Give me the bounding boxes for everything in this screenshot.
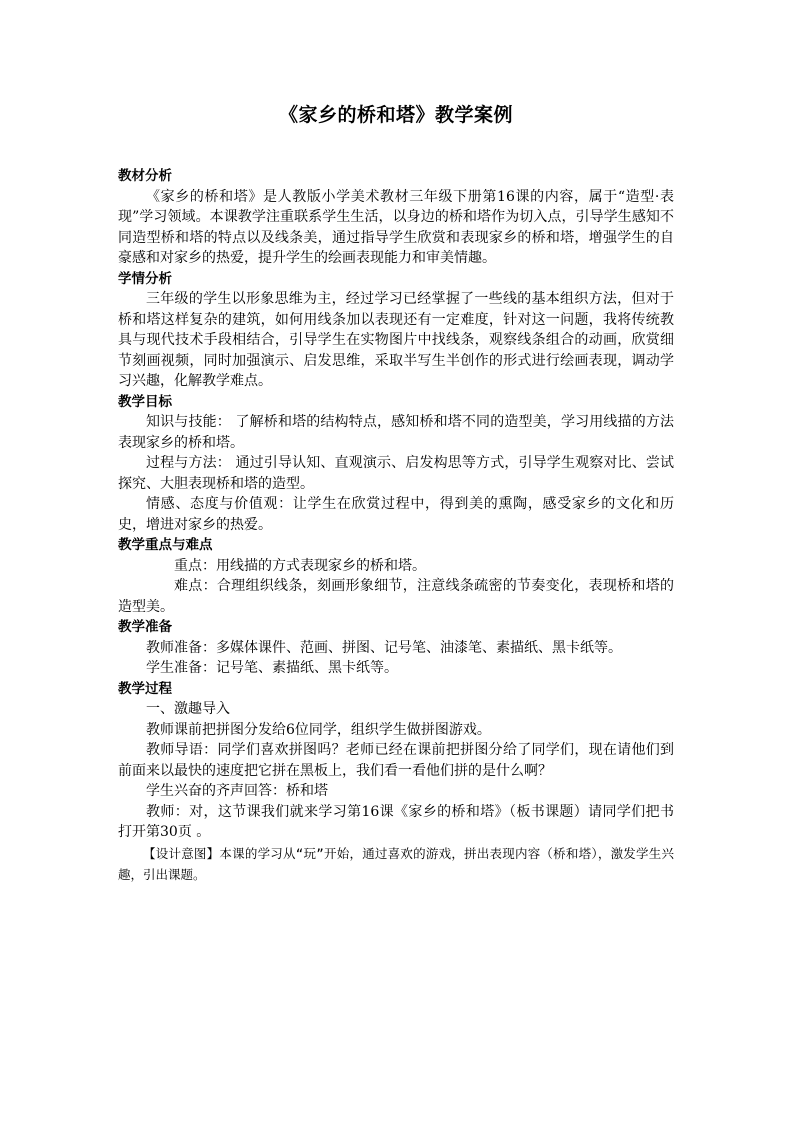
paragraph-key-point: 重点：用线描的方式表现家乡的桥和塔。 [174,557,426,574]
paragraph-materials-analysis: 《家乡的桥和塔》是人教版小学美术教材三年级下册第16课的内容，属于“造型·表现”学习领域。本课教学注重联系学生生活，以身边的桥和塔作为切入点，引导学生感知不同造型桥和塔的特点以及线条美，通过指导学生欣赏和表现家乡的桥和塔，增强学生的自豪感和对家乡的热爱，提升学生的绘画表现能力和审美情趣。 [118,188,674,266]
paragraph-student-analysis: 三年级的学生以形象思维为主，经过学习已经掌握了一些线的基本组织方法，但对于桥和塔这样复杂的建筑，如何用线条加以表现还有一定难度，针对这一问题，我将传统教具与现代技术手段相结合，引导学生在实物图片中找线条，观察线条组合的动画，欣赏细节刻画视频，同时加强演示、启发思维，采取半写生半创作的形式进行绘画表现，调动学习兴趣，化解教学难点。 [118,291,674,389]
paragraph-process-step-title: 一、激趣导入 [146,701,230,717]
paragraph-process-teacher-intro: 教师导语：同学们喜欢拼图吗？老师已经在课前把拼图分给了同学们，现在请他们到前面来以最快的速度把它拼在黑板上，我们看一看他们拼的是什么啊？ [118,742,674,779]
paragraph-difficult-point: 难点：合理组织线条，刻画形象细节，注意线条疏密的节奏变化，表现桥和塔的造型美。 [118,578,674,615]
heading-key-and-difficult-points: 教学重点与难点 [118,537,213,553]
heading-teaching-process: 教学过程 [118,680,172,697]
heading-materials-analysis: 教材分析 [118,168,172,184]
document-page [118,100,674,885]
paragraph-teacher-preparation: 教师准备：多媒体课件、范画、拼图、记号笔、油漆笔、素描纸、黑卡纸等。 [146,639,622,656]
paragraph-goal-knowledge-skills: 知识与技能： 了解桥和塔的结构特点，感知桥和塔不同的造型美，学习用线描的方法表现家乡的桥和塔。 [118,414,674,451]
paragraph-design-intent: 【设计意图】本课的学习从“玩”开始，通过喜欢的游戏，拼出表现内容（桥和塔），激发学生兴趣，引出课题。 [118,845,674,882]
document-title: 《家乡的桥和塔》教学案例 [278,104,513,126]
paragraph-goal-emotion-values: 情感、态度与价值观：让学生在欣赏过程中，得到美的熏陶，感受家乡的文化和历史，增进对家乡的热爱。 [118,496,674,533]
heading-student-analysis: 学情分析 [118,270,172,287]
heading-teaching-goals: 教学目标 [118,393,172,410]
paragraph-student-preparation: 学生准备：记号笔、素描纸、黑卡纸等。 [146,660,398,676]
paragraph-process-teacher-topic: 教师：对，这节课我们就来学习第16课《家乡的桥和塔》（板书课题）请同学们把书打开第30页 。 [118,803,674,840]
paragraph-goal-process-methods: 过程与方法： 通过引导认知、直观演示、启发构思等方式，引导学生观察对比、尝试探究、大胆表现桥和塔的造型。 [118,455,674,492]
paragraph-process-puzzle-setup: 教师课前把拼图分发给6位同学，组织学生做拼图游戏。 [146,721,491,738]
paragraph-process-student-answer: 学生兴奋的齐声回答：桥和塔 [146,783,328,799]
heading-teaching-preparation: 教学准备 [118,619,172,635]
